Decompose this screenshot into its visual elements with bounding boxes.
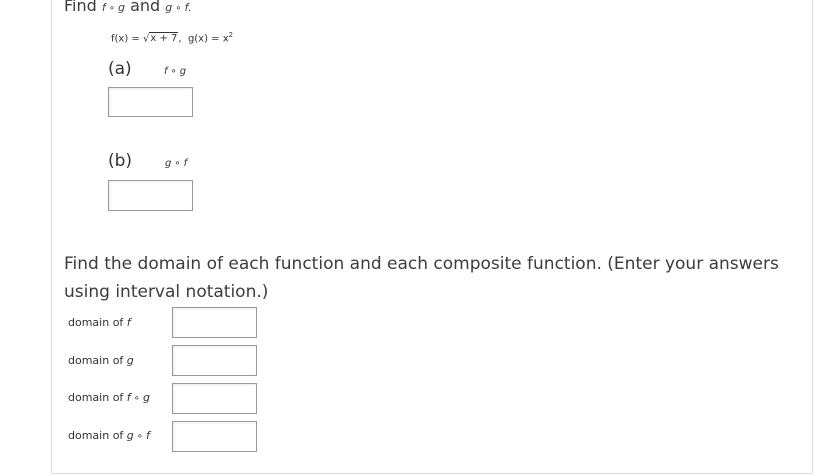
domain-instruction: Find the domain of each function and each composite function. (Enter your answers using interval notation.): [64, 254, 779, 302]
question-title: Find f ∘ g and g ∘ f.: [64, 0, 192, 15]
domain-g-input[interactable]: [172, 345, 257, 376]
function-definitions: f(x) = √x + 7, $g(x) = x^2$: [111, 31, 234, 45]
domain-f-compose-g-input[interactable]: [172, 383, 257, 414]
domain-g-compose-f-label: domain of g ∘ f: [68, 429, 150, 442]
part-b-expression: g ∘ f: [165, 158, 188, 169]
radicand: x + 7: [150, 33, 178, 45]
part-b-label: (b): [108, 151, 133, 171]
domain-f-input[interactable]: [172, 307, 257, 338]
domain-g-compose-f-input[interactable]: [172, 421, 257, 452]
sqrt-symbol: √: [142, 33, 150, 45]
part-a-expression: f ∘ g: [164, 66, 187, 77]
part-a-label: (a): [108, 59, 132, 79]
domain-g-label: domain of g: [68, 354, 134, 367]
domain-f-label: domain of f: [68, 316, 131, 329]
part-b-answer-input[interactable]: [108, 180, 193, 211]
domain-f-compose-g-label: domain of f ∘ g: [68, 391, 150, 404]
part-a-answer-input[interactable]: [108, 87, 193, 117]
